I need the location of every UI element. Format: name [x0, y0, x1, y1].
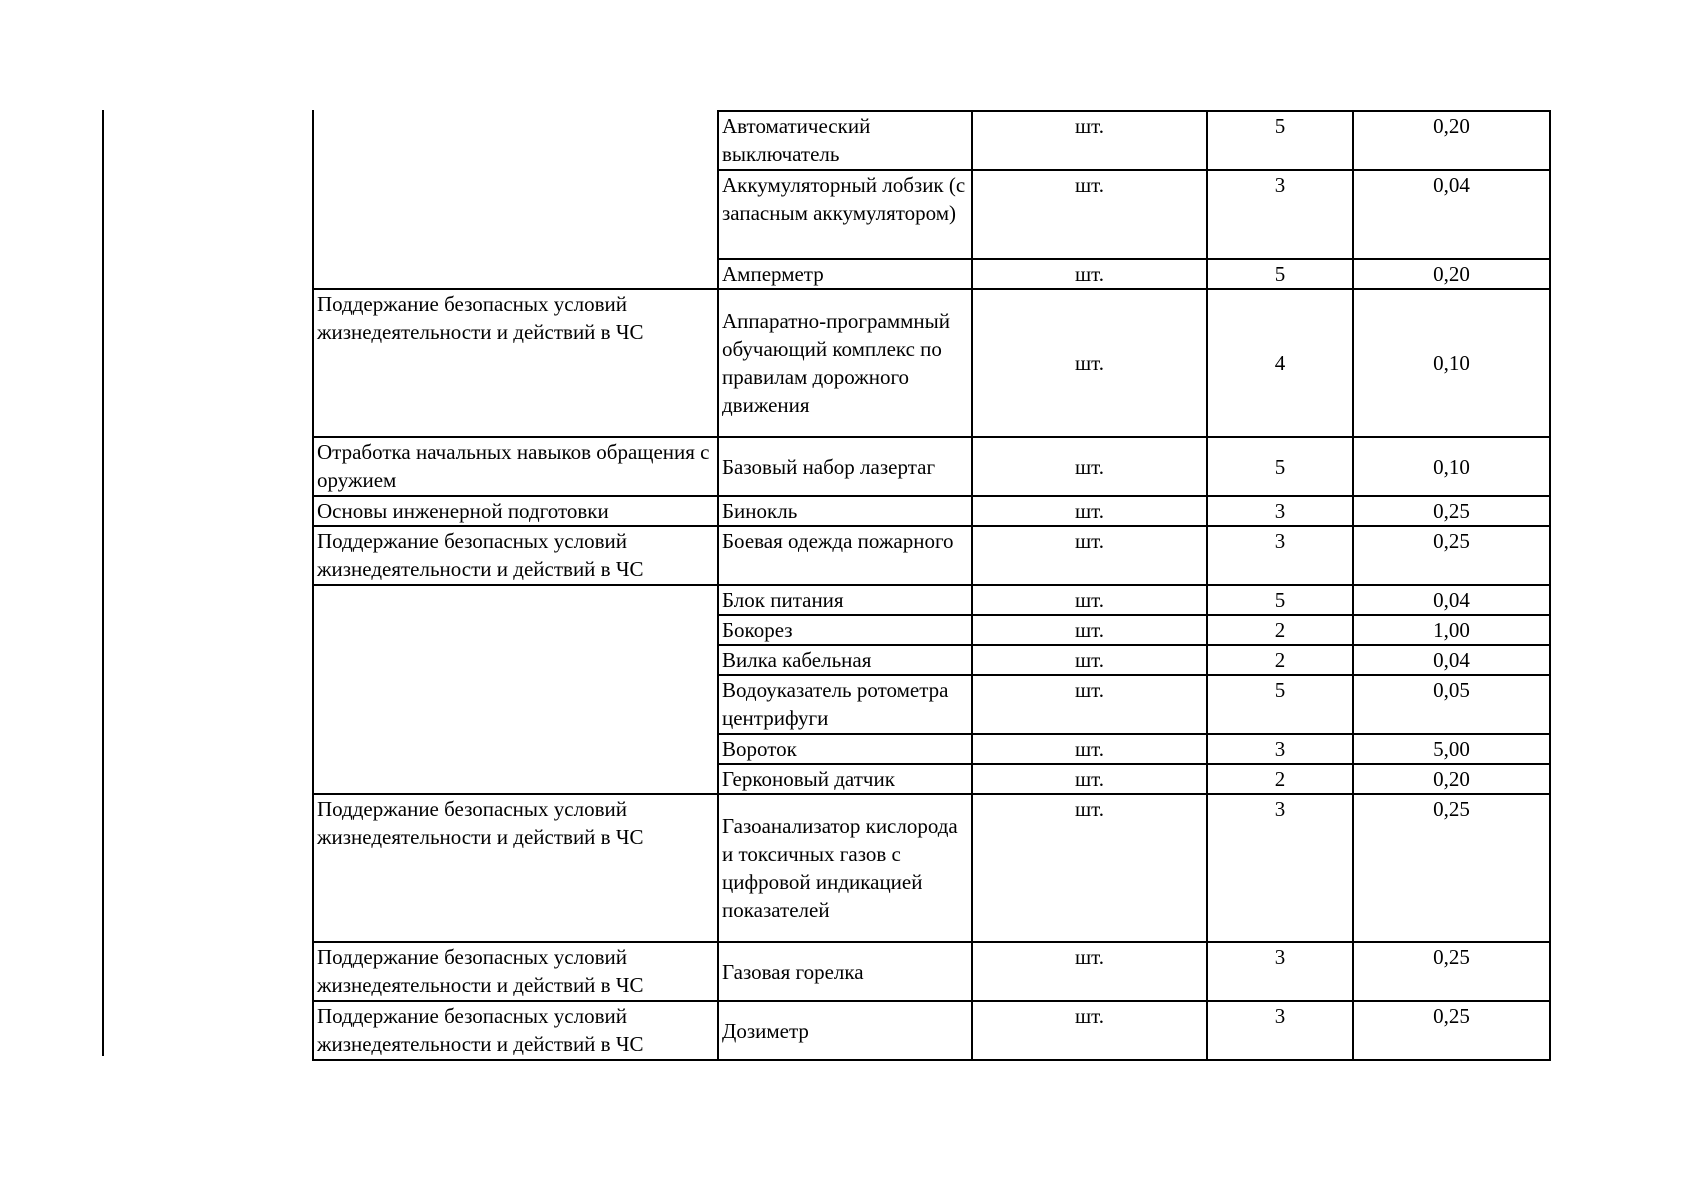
- item-norm: 0,25: [1353, 794, 1550, 942]
- item-quantity: 3: [1207, 942, 1353, 1001]
- table-row: [313, 496, 1550, 526]
- item-name: Водоуказатель ротометра центрифуги: [718, 675, 972, 734]
- item-norm: 0,25: [1353, 942, 1550, 1001]
- area-cell: Поддержание безопасных условий жизнедеятельности и действий в ЧС: [313, 1001, 718, 1060]
- item-unit: шт.: [972, 111, 1207, 170]
- item-unit: шт.: [972, 645, 1207, 675]
- area-cell: Поддержание безопасных условий жизнедеятельности и действий в ЧС: [313, 289, 718, 437]
- item-norm: 0,04: [1353, 585, 1550, 615]
- item-unit: шт.: [972, 259, 1207, 289]
- item-quantity: 5: [1207, 111, 1353, 170]
- area-cell: Основы инженерной подготовки: [313, 496, 718, 526]
- item-norm: 0,25: [1353, 496, 1550, 526]
- table-row: [313, 437, 1550, 496]
- item-norm: 0,10: [1353, 437, 1550, 496]
- item-unit: шт.: [972, 526, 1207, 585]
- item-norm: 0,04: [1353, 645, 1550, 675]
- item-name: Герконовый датчик: [718, 764, 972, 794]
- item-unit: шт.: [972, 615, 1207, 645]
- item-unit: шт.: [972, 496, 1207, 526]
- item-quantity: 5: [1207, 675, 1353, 734]
- item-norm: 1,00: [1353, 615, 1550, 645]
- item-name: Амперметр: [718, 259, 972, 289]
- item-name: Бокорез: [718, 615, 972, 645]
- item-quantity: 3: [1207, 734, 1353, 764]
- item-unit: шт.: [972, 1001, 1207, 1060]
- item-quantity: 5: [1207, 437, 1353, 496]
- item-quantity: 4: [1207, 289, 1353, 437]
- item-name: Аппаратно-программный обучающий комплекс по правилам дорожного движения: [718, 289, 972, 437]
- item-quantity: 2: [1207, 615, 1353, 645]
- item-name: Базовый набор лазертаг: [718, 437, 972, 496]
- item-quantity: 3: [1207, 1001, 1353, 1060]
- item-norm: 0,20: [1353, 764, 1550, 794]
- area-cell-empty: [313, 585, 718, 794]
- item-norm: 0,25: [1353, 526, 1550, 585]
- table-row: [313, 289, 1550, 437]
- item-norm: 0,10: [1353, 289, 1550, 437]
- item-unit: шт.: [972, 942, 1207, 1001]
- table-row: [313, 111, 1550, 170]
- item-unit: шт.: [972, 734, 1207, 764]
- item-unit: шт.: [972, 585, 1207, 615]
- table-row: [313, 794, 1550, 942]
- item-name: Бинокль: [718, 496, 972, 526]
- item-unit: шт.: [972, 289, 1207, 437]
- item-quantity: 3: [1207, 794, 1353, 942]
- table-row: [313, 1001, 1550, 1060]
- item-norm: 0,05: [1353, 675, 1550, 734]
- item-name: Газоанализатор кислорода и токсичных газов с цифровой индикацией показателей: [718, 794, 972, 942]
- item-quantity: 3: [1207, 496, 1353, 526]
- item-name: Вороток: [718, 734, 972, 764]
- margin-line: [102, 110, 104, 1056]
- item-quantity: 2: [1207, 645, 1353, 675]
- item-name: Газовая горелка: [718, 942, 972, 1001]
- equipment-table: [312, 110, 1551, 1061]
- area-cell: Поддержание безопасных условий жизнедеятельности и действий в ЧС: [313, 942, 718, 1001]
- item-unit: шт.: [972, 437, 1207, 496]
- item-unit: шт.: [972, 794, 1207, 942]
- item-norm: 0,04: [1353, 170, 1550, 259]
- table-row: [313, 526, 1550, 585]
- item-norm: 5,00: [1353, 734, 1550, 764]
- area-cell-continued: [313, 111, 718, 289]
- item-norm: 0,20: [1353, 259, 1550, 289]
- item-unit: шт.: [972, 675, 1207, 734]
- item-name: Боевая одежда пожарного: [718, 526, 972, 585]
- item-name: Дозиметр: [718, 1001, 972, 1060]
- item-unit: шт.: [972, 764, 1207, 794]
- item-name: Аккумуляторный лобзик (с запасным аккумулятором): [718, 170, 972, 259]
- item-quantity: 2: [1207, 764, 1353, 794]
- area-cell: Поддержание безопасных условий жизнедеятельности и действий в ЧС: [313, 794, 718, 942]
- item-name: Вилка кабельная: [718, 645, 972, 675]
- area-cell: Отработка начальных навыков обращения с оружием: [313, 437, 718, 496]
- area-cell: Поддержание безопасных условий жизнедеятельности и действий в ЧС: [313, 526, 718, 585]
- item-name: Автоматический выключатель: [718, 111, 972, 170]
- item-unit: шт.: [972, 170, 1207, 259]
- item-quantity: 5: [1207, 585, 1353, 615]
- table-row: [313, 942, 1550, 1001]
- item-name: Блок питания: [718, 585, 972, 615]
- item-quantity: 5: [1207, 259, 1353, 289]
- table-row: [313, 585, 1550, 615]
- item-quantity: 3: [1207, 526, 1353, 585]
- item-quantity: 3: [1207, 170, 1353, 259]
- item-norm: 0,25: [1353, 1001, 1550, 1060]
- item-norm: 0,20: [1353, 111, 1550, 170]
